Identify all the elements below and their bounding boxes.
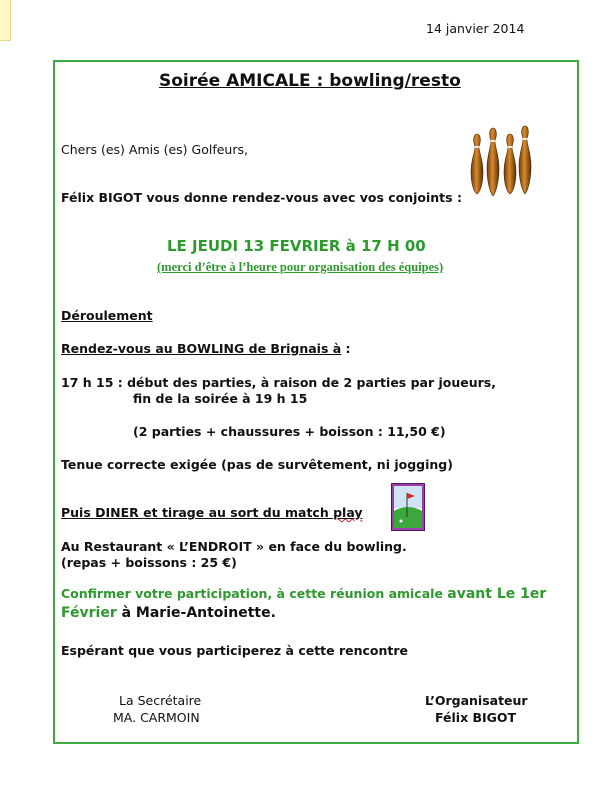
confirm-deadline: avant Le 1er <box>447 586 547 602</box>
secretary-role: La Secrétaire <box>119 693 202 708</box>
document-date: 14 janvier 2014 <box>426 21 525 36</box>
dinner-play-word: play <box>333 505 363 520</box>
restaurant-line-2: (repas + boissons : 25 €) <box>61 555 237 570</box>
venue-colon: : <box>341 341 351 356</box>
page-title: Soirée AMICALE : bowling/resto <box>159 71 461 91</box>
confirm-line-1 <box>61 586 546 602</box>
bowling-pins-icon <box>467 122 535 202</box>
schedule-line-1: 17 h 15 : début des parties, à raison de 2 parties par joueurs, <box>61 375 496 390</box>
secretary-name: MA. CARMOIN <box>113 710 200 725</box>
venue-line <box>61 341 351 356</box>
restaurant-line-1: Au Restaurant « L’ENDROIT » en face du bowling. <box>61 539 407 554</box>
confirm-line-2 <box>61 605 276 621</box>
event-date: LE JEUDI 13 FEVRIER à 17 H 00 <box>167 237 426 255</box>
dress-code: Tenue correcte exigée (pas de survêtement, ni jogging) <box>61 457 453 472</box>
schedule-line-2: fin de la soirée à 19 h 15 <box>133 391 308 406</box>
punctuality-note: (merci d’être à l’heure pour organisation des équipes) <box>157 260 444 274</box>
price-line: (2 parties + chaussures + boisson : 11,50 €) <box>133 424 446 439</box>
closing-line: Espérant que vous participerez à cette rencontre <box>61 643 409 658</box>
section-heading: Déroulement <box>61 308 153 323</box>
page-corner-tab <box>0 0 11 41</box>
venue-text: Rendez-vous au BOWLING de Brignais à <box>61 341 342 356</box>
organizer-role: L’Organisateur <box>425 693 528 708</box>
greeting: Chers (es) Amis (es) Golfeurs, <box>61 142 248 157</box>
invite-line: Félix BIGOT vous donne rendez-vous avec vos conjoints : <box>61 190 462 205</box>
dinner-line <box>61 505 363 520</box>
dinner-text: Puis DINER et tirage au sort du match <box>61 505 334 520</box>
golf-flag-icon <box>391 483 425 531</box>
invitation-frame <box>53 60 579 744</box>
confirm-text: Confirmer votre participation, à cette réunion amicale <box>61 586 448 601</box>
organizer-name: Félix BIGOT <box>435 710 517 725</box>
confirm-contact: à Marie-Antoinette. <box>116 605 276 621</box>
confirm-month: Février <box>61 605 117 621</box>
